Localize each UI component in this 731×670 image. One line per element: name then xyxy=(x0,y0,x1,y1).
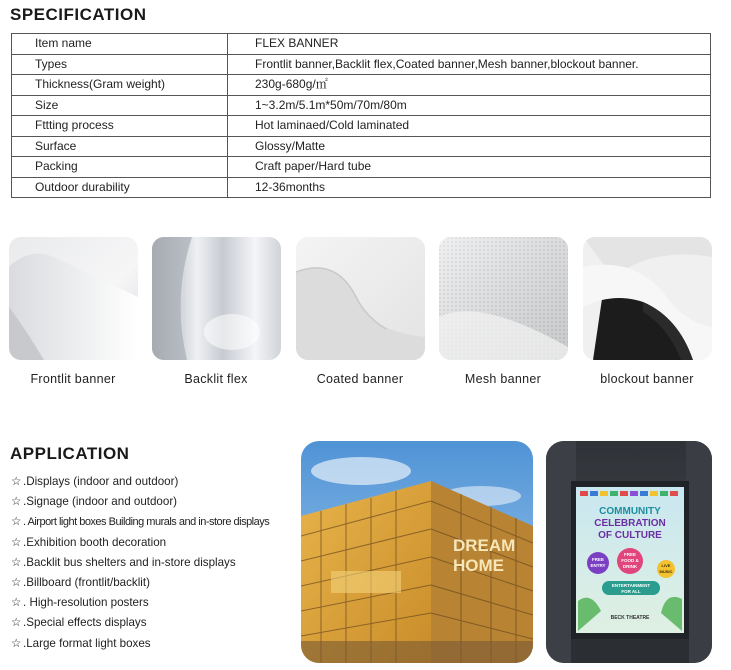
poster-badge-free-entry-1: FREE xyxy=(591,557,605,562)
spec-key: Surface xyxy=(12,136,228,157)
list-item xyxy=(11,553,269,573)
backlit-flex-image xyxy=(152,237,281,360)
list-item xyxy=(11,512,269,532)
spec-value: 1~3.2m/5.1m*50m/70m/80m xyxy=(228,95,711,116)
application-item-text: .Signage (indoor and outdoor) xyxy=(23,495,178,509)
coated-banner-caption: Coated banner xyxy=(316,372,404,386)
poster-line-1: COMMUNITY xyxy=(599,506,661,517)
star-icon: ☆ xyxy=(11,495,22,509)
poster-line-3: OF CULTURE xyxy=(598,530,662,541)
poster-venue: BECK THEATRE xyxy=(610,615,650,621)
specification-table xyxy=(11,33,711,198)
table-row xyxy=(12,75,711,96)
spec-key: Types xyxy=(12,54,228,75)
blockout-banner-caption: blockout banner xyxy=(600,372,694,386)
list-item xyxy=(11,533,269,553)
star-icon: ☆ xyxy=(11,535,22,549)
application-item-text: . High-resolution posters xyxy=(23,596,149,610)
table-row xyxy=(12,157,711,178)
table-row xyxy=(12,54,711,75)
application-item-text: . Airport light boxes Building murals and in-store displays xyxy=(23,516,270,529)
spec-value: Glossy/Matte xyxy=(228,136,711,157)
table-row xyxy=(12,116,711,137)
spec-key: Fttting process xyxy=(12,116,228,137)
application-item-text: .Special effects displays xyxy=(23,616,147,630)
spec-value: Craft paper/Hard tube xyxy=(228,157,711,178)
building-wrap-photo xyxy=(301,441,533,663)
poster-badge-entertainment-2: FOR ALL xyxy=(621,589,641,594)
frontlit-banner-image xyxy=(9,237,138,360)
spec-key: Thickness(Gram weight) xyxy=(12,75,228,96)
poster-line-2: CELEBRATION xyxy=(594,518,666,529)
application-title: APPLICATION xyxy=(10,444,130,463)
bus-shelter-poster-photo xyxy=(546,441,712,663)
mesh-banner-image xyxy=(439,237,568,360)
spec-key: Size xyxy=(12,95,228,116)
spec-value: 12-36months xyxy=(228,177,711,198)
application-list xyxy=(11,472,269,654)
poster-badge-free-entry-2: ENTRY xyxy=(590,563,606,568)
list-item xyxy=(11,472,269,492)
table-row xyxy=(12,95,711,116)
star-icon: ☆ xyxy=(11,616,22,630)
poster-badge-live-2: MUSIC xyxy=(659,569,673,574)
table-row xyxy=(12,177,711,198)
application-item-text: .Backlit bus shelters and in-store displays xyxy=(23,555,236,569)
specification-title: SPECIFICATION xyxy=(10,5,147,24)
star-icon: ☆ xyxy=(11,555,22,569)
spec-key: Outdoor durability xyxy=(12,177,228,198)
application-item-text: .Billboard (frontlit/backlit) xyxy=(23,575,150,589)
list-item xyxy=(11,492,269,512)
spec-value: Frontlit banner,Backlit flex,Coated banner,Mesh banner,blockout banner. xyxy=(228,54,711,75)
star-icon: ☆ xyxy=(11,636,22,650)
coated-banner-image xyxy=(296,237,425,360)
spec-key: Item name xyxy=(12,34,228,55)
list-item xyxy=(11,593,269,613)
spec-key: Packing xyxy=(12,157,228,178)
table-row xyxy=(12,136,711,157)
star-icon: ☆ xyxy=(11,515,22,529)
poster-badge-food-1: FREE xyxy=(623,552,637,557)
backlit-flex-caption: Backlit flex xyxy=(184,372,248,386)
spec-value: Hot laminaed/Cold laminated xyxy=(228,116,711,137)
star-icon: ☆ xyxy=(11,475,22,488)
application-item-text: .Exhibition booth decoration xyxy=(23,535,167,549)
banner-word-home: HOME xyxy=(453,556,504,575)
spec-value: 230g-680g/㎡ xyxy=(228,75,711,96)
list-item xyxy=(11,573,269,593)
list-item xyxy=(11,634,269,654)
frontlit-banner-caption: Frontlit banner xyxy=(30,372,116,386)
poster-badge-entertainment-1: ENTERTAINMENT xyxy=(611,583,651,588)
list-item xyxy=(11,613,269,633)
poster-badge-food-2: FOOD & xyxy=(621,558,639,563)
poster-badge-food-3: DRINK xyxy=(622,564,638,569)
banner-word-dream: DREAM xyxy=(453,536,516,555)
application-item-text: .Large format light boxes xyxy=(23,636,151,650)
mesh-banner-caption: Mesh banner xyxy=(464,372,542,386)
table-row xyxy=(12,34,711,55)
star-icon: ☆ xyxy=(11,596,22,610)
poster-badge-live-1: LIVE xyxy=(661,563,671,568)
star-icon: ☆ xyxy=(11,575,22,589)
spec-value: FLEX BANNER xyxy=(228,34,711,55)
application-item-text: .Displays (indoor and outdoor) xyxy=(23,475,179,488)
blockout-banner-image xyxy=(583,237,712,360)
